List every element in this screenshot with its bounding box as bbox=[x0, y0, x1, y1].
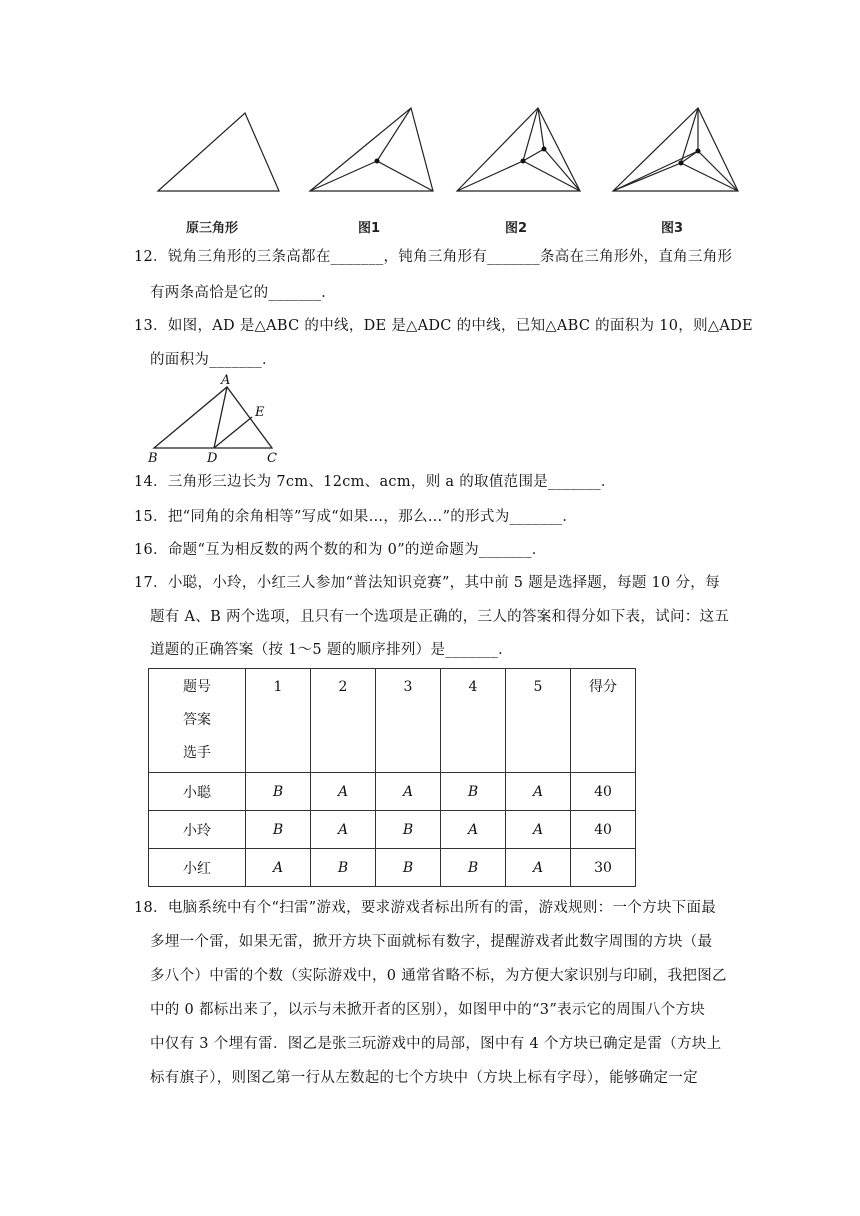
answer-cell: A bbox=[311, 811, 376, 849]
label-e: E bbox=[255, 405, 265, 420]
problem-18-line5: 中仅有 3 个埋有雷．图乙是张三玩游戏中的局部，图中有 4 个方块已确定是雷（方块上 bbox=[150, 1036, 722, 1052]
figure2-triangle bbox=[457, 108, 580, 191]
label-b: B bbox=[148, 451, 158, 464]
answer-cell: A bbox=[246, 849, 311, 887]
answer-cell: A bbox=[311, 773, 376, 811]
caption-figure3: 图3 bbox=[661, 221, 684, 236]
problem-13-line2: 的面积为_______． bbox=[150, 352, 277, 368]
answer-cell: B bbox=[376, 849, 441, 887]
answer-cell: A bbox=[506, 773, 571, 811]
score-cell: 40 bbox=[571, 811, 636, 849]
table-row bbox=[149, 849, 636, 887]
table-row bbox=[149, 811, 636, 849]
header-cell: 5 bbox=[506, 669, 571, 773]
problem-18-line3: 多八个）中雷的个数（实际游戏中，0 通常省略不标，为方便大家识别与印刷，我把图乙 bbox=[150, 968, 727, 984]
score-cell: 30 bbox=[571, 849, 636, 887]
header-label-player: 选手 bbox=[183, 745, 211, 761]
player-name: 小红 bbox=[149, 849, 246, 887]
header-cell: 1 bbox=[246, 669, 311, 773]
table-header-row bbox=[149, 669, 636, 773]
problem-16 bbox=[134, 540, 547, 560]
caption-original: 原三角形 bbox=[186, 221, 239, 236]
problem-14 bbox=[134, 472, 616, 492]
problem-text: 把“同角的余角相等”写成“如果…，那么…”的形式为_______． bbox=[167, 509, 578, 525]
header-cell: 3 bbox=[376, 669, 441, 773]
answer-cell: B bbox=[246, 773, 311, 811]
answer-table bbox=[148, 668, 636, 887]
problem-18-line4: 中的 0 都标出来了，以示与未掀开者的区别），如图甲中的“3”表示它的周围八个方块 bbox=[150, 1002, 706, 1018]
problem-text: 小聪，小玲，小红三人参加“普法知识竞赛”，其中前 5 题是选择题，每题 10 分，每 bbox=[167, 575, 720, 591]
label-d: D bbox=[207, 451, 218, 464]
caption-figure2: 图2 bbox=[505, 221, 528, 236]
header-corner-cell bbox=[149, 669, 246, 773]
problem-17-line2: 题有 A、B 两个选项，且只有一个选项是正确的，三人的答案和得分如下表，试问：这五 bbox=[150, 609, 730, 625]
header-label-question: 题号 bbox=[183, 679, 211, 695]
figure1-triangle bbox=[310, 108, 433, 191]
header-cell: 得分 bbox=[571, 669, 636, 773]
problem-17-line3: 道题的正确答案（按 1～5 题的顺序排列）是_______． bbox=[150, 642, 513, 658]
problem-number: 18． bbox=[134, 900, 168, 916]
answer-cell: A bbox=[506, 849, 571, 887]
figure3-triangle bbox=[613, 108, 738, 191]
player-name: 小玲 bbox=[149, 811, 246, 849]
problem-text: 三角形三边长为 7cm、12cm、acm，则 a 的取值范围是_______． bbox=[167, 474, 616, 490]
player-name: 小聪 bbox=[149, 773, 246, 811]
problem-17-line1 bbox=[134, 573, 720, 593]
problem-number: 14． bbox=[134, 474, 168, 490]
label-a: A bbox=[221, 373, 231, 388]
answer-cell: A bbox=[441, 811, 506, 849]
answer-cell: B bbox=[441, 849, 506, 887]
header-cell: 4 bbox=[441, 669, 506, 773]
problem-number: 12． bbox=[134, 249, 168, 265]
triangle-abc-figure bbox=[148, 372, 288, 464]
problem-12-line1 bbox=[134, 247, 732, 267]
header-cell: 2 bbox=[311, 669, 376, 773]
problem-number: 17． bbox=[134, 575, 168, 591]
problem-12-line2: 有两条高恰是它的_______． bbox=[150, 285, 337, 301]
answer-cell: B bbox=[246, 811, 311, 849]
triangle-figures bbox=[148, 105, 740, 237]
problem-text: 锐角三角形的三条高都在_______，钝角三角形有_______条高在三角形外，直角三角形 bbox=[167, 249, 733, 265]
problem-18-line6: 标有旗子），则图乙第一行从左数起的七个方块中（方块上标有字母），能够确定一定 bbox=[150, 1070, 698, 1086]
caption-figure1: 图1 bbox=[358, 221, 381, 236]
answer-cell: B bbox=[311, 849, 376, 887]
problem-text: 命题“互为相反数的两个数的和为 0”的逆命题为_______． bbox=[167, 542, 547, 558]
problem-text: 电脑系统中有个“扫雷”游戏，要求游戏者标出所有的雷，游戏规则：一个方块下面最 bbox=[167, 900, 717, 916]
original-triangle bbox=[158, 113, 279, 191]
table-row bbox=[149, 773, 636, 811]
problem-18-line1 bbox=[134, 898, 716, 918]
problem-15 bbox=[134, 507, 577, 527]
score-cell: 40 bbox=[571, 773, 636, 811]
problem-18-line2: 多埋一个雷，如果无雷，掀开方块下面就标有数字，提醒游戏者此数字周围的方块（最 bbox=[150, 934, 713, 950]
label-c: C bbox=[267, 451, 277, 464]
problem-number: 16． bbox=[134, 542, 168, 558]
problem-number: 15． bbox=[134, 509, 168, 525]
answer-cell: B bbox=[376, 811, 441, 849]
problem-number: 13． bbox=[134, 318, 168, 334]
header-label-answer: 答案 bbox=[183, 712, 211, 728]
problem-text: 如图，AD 是△ABC 的中线，DE 是△ADC 的中线，已知△ABC 的面积为 10，则△ADE bbox=[167, 318, 753, 334]
problem-13-line1 bbox=[134, 316, 753, 336]
answer-cell: B bbox=[441, 773, 506, 811]
answer-cell: A bbox=[376, 773, 441, 811]
answer-cell: A bbox=[506, 811, 571, 849]
